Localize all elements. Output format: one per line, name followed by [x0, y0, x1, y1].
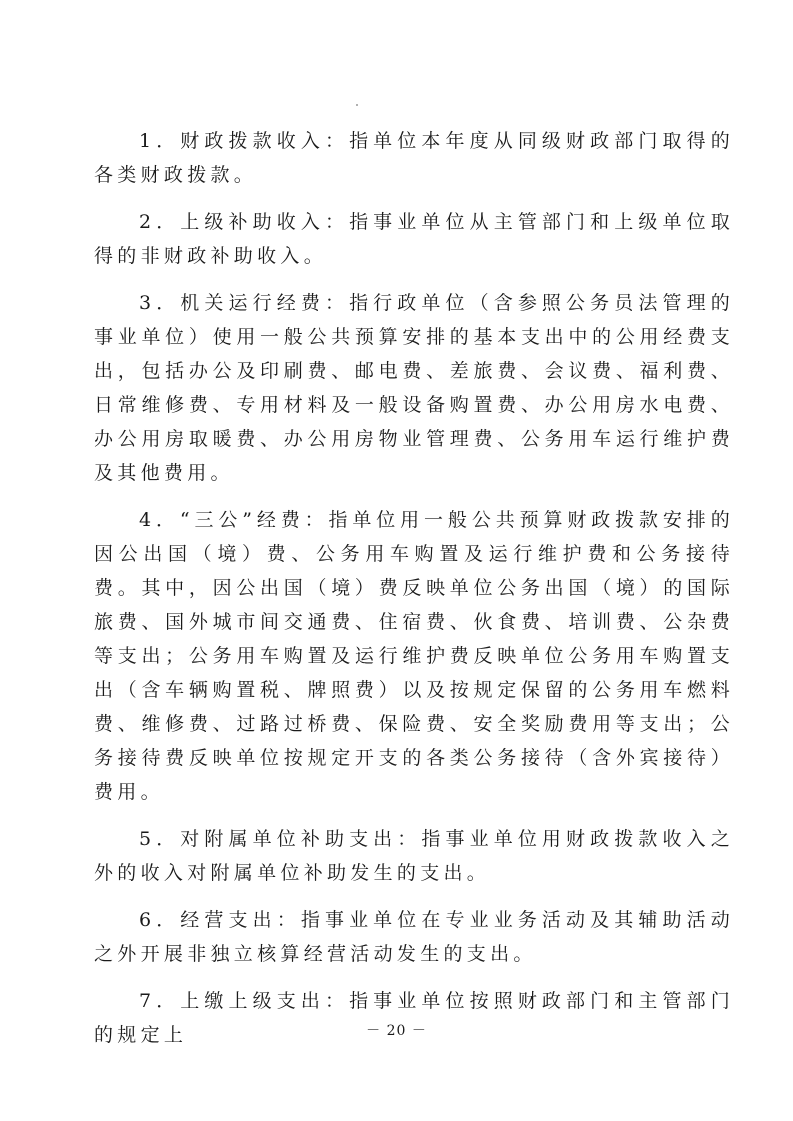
paragraph-three-public-expenses: 4．“三公”经费：指单位用一般公共预算财政拨款安排的因公出国（境）费、公务用车购置及运行维护费和公务接待费。其中，因公出国（境）费反映单位公务出国（境）的国际旅费、国外城市间交通费、住宿费、伙食费、培训费、公杂费等支出；公务用车购置及运行维护费反映单位公务用车购置支出（含车辆购置税、牌照费）以及按规定保留的公务用车燃料费、维修费、过路过桥费、保险费、安全奖励费用等支出；公务接待费反映单位按规定开支的各类公务接待（含外宾接待）费用。	[94, 509, 734, 803]
document-body	[94, 124, 734, 1065]
paragraph-remittance-to-superior: 7．上缴上级支出：指事业单位按照财政部门和主管部门的规定上	[94, 990, 734, 1046]
paragraph-fiscal-appropriation-income: 1．财政拨款收入：指单位本年度从同级财政部门取得的各类财政拨款。	[94, 130, 734, 186]
page-number: － 20 －	[366, 1023, 427, 1039]
paragraph-subsidiary-subsidy-expenditure: 5．对附属单位补助支出：指事业单位用财政拨款收入之外的收入对附属单位补助发生的支出。	[94, 828, 734, 884]
scan-speck	[356, 104, 358, 106]
paragraph-superior-subsidy-income: 2．上级补助收入：指事业单位从主管部门和上级单位取得的非财政补助收入。	[94, 211, 734, 267]
paragraph-operating-expenditure: 6．经营支出：指事业单位在专业业务活动及其辅助活动之外开展非独立核算经营活动发生的支出。	[94, 909, 734, 965]
paragraph-agency-operating-expenses: 3．机关运行经费：指行政单位（含参照公务员法管理的事业单位）使用一般公共预算安排的基本支出中的公用经费支出，包括办公及印刷费、邮电费、差旅费、会议费、福利费、日常维修费、专用材料及一般设备购置费、办公用房水电费、办公用房取暖费、办公用房物业管理费、公务用车运行维护费及其他费用。	[94, 292, 734, 484]
